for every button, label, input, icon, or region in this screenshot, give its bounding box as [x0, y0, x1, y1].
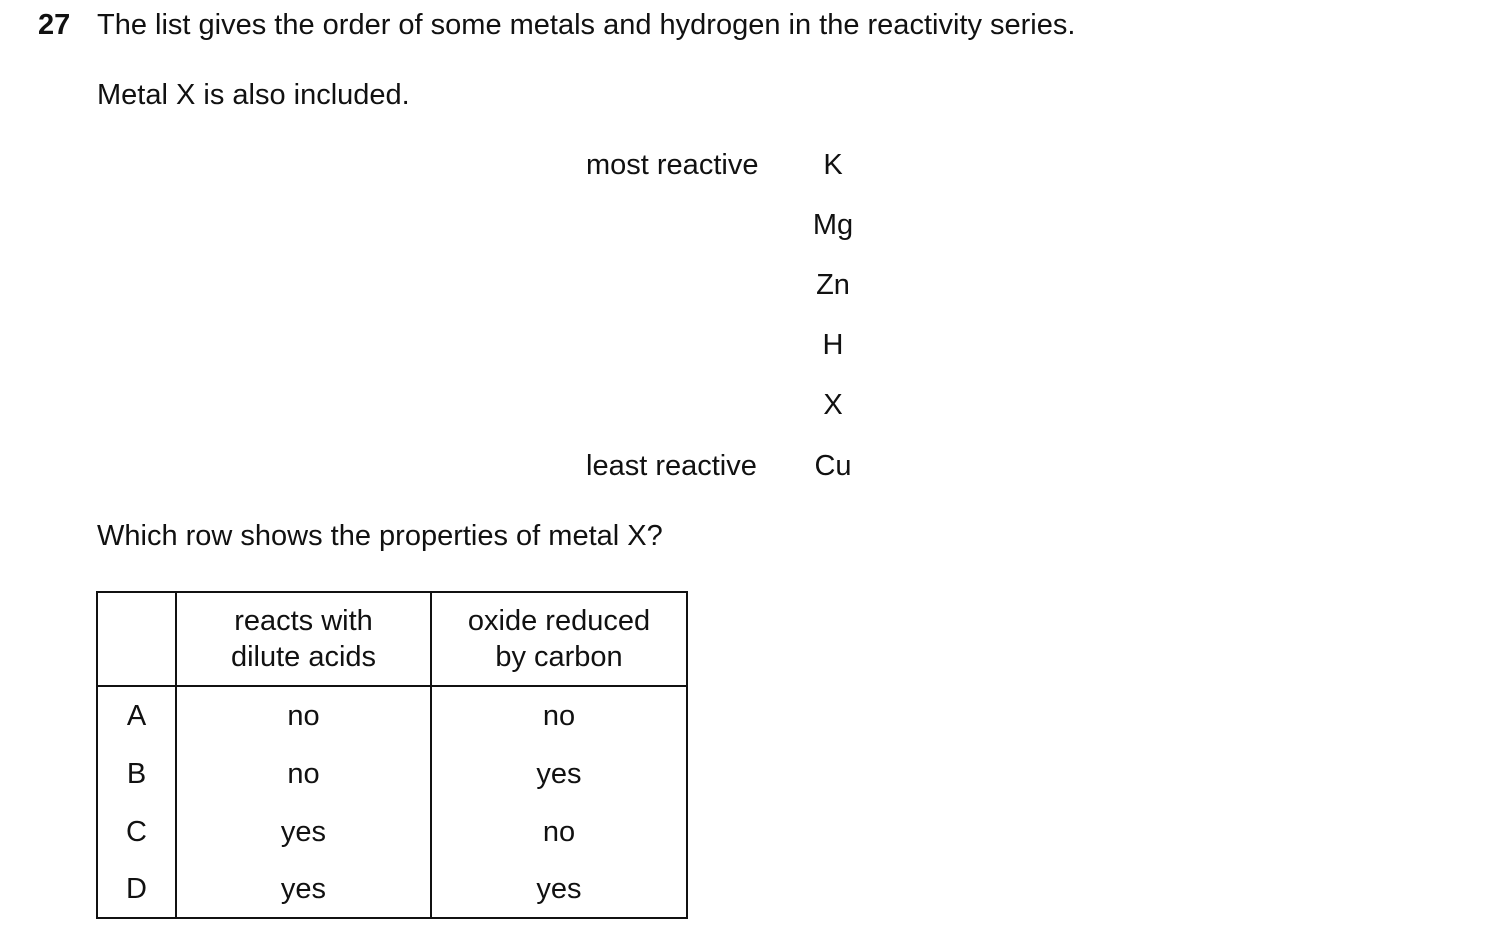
acids-cell: yes: [176, 861, 431, 918]
option-letter[interactable]: A: [97, 686, 176, 745]
acids-cell: no: [176, 686, 431, 745]
least-reactive-label: least reactive: [586, 450, 757, 482]
table-header-row: [97, 592, 687, 686]
header-carbon-line2: by carbon: [495, 641, 623, 673]
header-carbon-line1: oxide reduced: [467, 605, 651, 637]
carbon-cell: yes: [431, 745, 687, 803]
series-item-zn: Zn: [816, 269, 850, 301]
carbon-cell: no: [431, 686, 687, 745]
question-number: 27: [38, 9, 71, 41]
series-item-k: K: [823, 149, 843, 181]
table-row[interactable]: [97, 803, 687, 861]
series-item-h: H: [822, 329, 844, 361]
carbon-cell: no: [431, 803, 687, 861]
question-intro: The list gives the order of some metals and hydrogen in the reactivity series.: [97, 9, 1076, 41]
header-oxide-reduced-by-carbon: [431, 592, 687, 686]
header-acids-line2: dilute acids: [230, 641, 377, 673]
option-letter[interactable]: B: [97, 745, 176, 803]
question-prompt: Which row shows the properties of metal X?: [97, 520, 663, 552]
table-row[interactable]: [97, 686, 687, 745]
header-acids-line1: reacts with: [234, 605, 373, 637]
series-item-x: X: [823, 389, 843, 421]
series-item-mg: Mg: [812, 209, 854, 241]
answer-options-table: [96, 591, 688, 919]
header-reacts-with-dilute-acids: [176, 592, 431, 686]
option-letter[interactable]: C: [97, 803, 176, 861]
table-row[interactable]: [97, 745, 687, 803]
carbon-cell: yes: [431, 861, 687, 918]
most-reactive-label: most reactive: [586, 149, 759, 181]
option-letter[interactable]: D: [97, 861, 176, 918]
question-note: Metal X is also included.: [97, 79, 410, 111]
series-item-cu: Cu: [814, 450, 852, 482]
header-blank-cell: [97, 592, 176, 686]
acids-cell: no: [176, 745, 431, 803]
acids-cell: yes: [176, 803, 431, 861]
table-row[interactable]: [97, 861, 687, 918]
